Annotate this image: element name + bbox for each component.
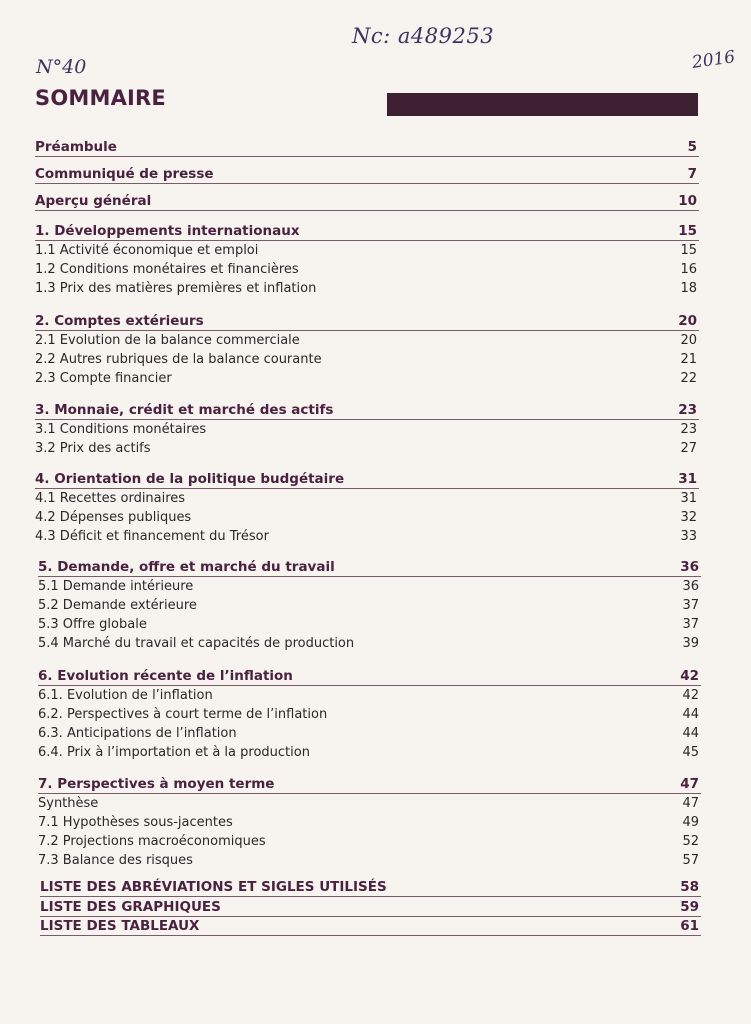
section-2-item[interactable] [35,350,699,370]
section-4-title[interactable] [35,469,699,489]
section-3-title-page: 23 [678,402,697,418]
section-5-item[interactable] [38,577,701,597]
list-entry-1[interactable] [40,877,701,897]
section-4-item-page: 32 [680,510,697,525]
section-6-title[interactable] [38,666,701,686]
section-4-item-page: 31 [680,491,697,506]
section-2-item-page: 22 [680,371,697,386]
section-6-title-page: 42 [680,668,699,684]
divider [35,156,699,157]
section-7-item-label: 7.2 Projections macroéconomiques [38,834,266,849]
section-7-item-page: 47 [682,796,699,811]
section-4-item-label: 4.2 Dépenses publiques [35,510,192,525]
section-6-item-page: 45 [682,745,699,760]
section-1-item-page: 15 [680,243,697,258]
section-6-item-page: 44 [682,726,699,741]
section-1-title[interactable] [35,221,699,241]
section-5-item-label: 5.1 Demande intérieure [38,579,194,594]
section-2-item-page: 20 [680,333,697,348]
section-3-item-label: 3.2 Prix des actifs [35,441,151,456]
list-entry-2-page: 59 [680,899,699,915]
section-2-item[interactable] [35,331,699,351]
toc-entry-3[interactable] [35,191,699,211]
section-1-item-page: 18 [680,281,697,296]
section-6-item[interactable] [38,705,701,725]
section-1-item-label: 1.2 Conditions monétaires et financières [35,262,299,277]
section-3-title-label: 3. Monnaie, crédit et marché des actifs [35,402,334,418]
toc-entry-1[interactable] [35,137,699,157]
section-5-title[interactable] [38,557,701,577]
section-7-item[interactable] [38,832,701,852]
section-5-item-page: 36 [682,579,699,594]
section-1-item[interactable] [35,241,699,261]
section-7-item-label: 7.3 Balance des risques [38,853,193,868]
section-5-item-page: 37 [682,617,699,632]
toc-entry-3-label: Aperçu général [35,193,152,209]
list-entry-3[interactable] [40,916,701,936]
section-3-item[interactable] [35,420,699,440]
section-2-item-page: 21 [680,352,697,367]
section-6-item[interactable] [38,724,701,744]
list-entry-1-page: 58 [680,879,699,895]
section-4-item-label: 4.3 Déficit et financement du Trésor [35,529,269,544]
section-7-item-page: 49 [682,815,699,830]
section-2-item-label: 2.1 Evolution de la balance commerciale [35,333,300,348]
section-7-item[interactable] [38,794,701,814]
section-5-item-label: 5.2 Demande extérieure [38,598,197,613]
section-4-item[interactable] [35,489,699,509]
section-6-item[interactable] [38,743,701,763]
section-6-item-page: 42 [682,688,699,703]
section-7-item-label: Synthèse [38,796,99,811]
section-2-title-label: 2. Comptes extérieurs [35,313,204,329]
handwritten-number: N°40 [36,56,87,78]
section-7-title[interactable] [38,774,701,794]
section-7-item-label: 7.1 Hypothèses sous-jacentes [38,815,233,830]
section-2-item-label: 2.3 Compte financier [35,371,172,386]
section-2-title-page: 20 [678,313,697,329]
section-4-item[interactable] [35,527,699,547]
toc-entry-2-page: 7 [687,166,697,182]
section-4-title-label: 4. Orientation de la politique budgétaire [35,471,345,487]
toc-entry-2[interactable] [35,164,699,184]
section-2-title[interactable] [35,311,699,331]
divider [35,210,699,211]
section-7-item-page: 57 [682,853,699,868]
section-7-item[interactable] [38,813,701,833]
toc-entry-1-page: 5 [687,139,697,155]
divider [35,183,699,184]
toc-entry-2-label: Communiqué de presse [35,166,214,182]
section-3-item[interactable] [35,439,699,459]
section-1-item-page: 16 [680,262,697,277]
section-5-title-label: 5. Demande, offre et marché du travail [38,559,335,575]
toc-entry-1-label: Préambule [35,139,117,155]
section-3-item-page: 27 [680,441,697,456]
section-7-title-label: 7. Perspectives à moyen terme [38,776,275,792]
section-4-item[interactable] [35,508,699,528]
divider [40,935,701,936]
section-4-item-label: 4.1 Recettes ordinaires [35,491,186,506]
list-entry-2-label: LISTE DES GRAPHIQUES [40,899,221,915]
section-4-item-page: 33 [680,529,697,544]
section-5-item[interactable] [38,596,701,616]
section-5-item-label: 5.3 Offre globale [38,617,147,632]
list-entry-2[interactable] [40,897,701,917]
section-4-title-page: 31 [678,471,697,487]
section-3-item-label: 3.1 Conditions monétaires [35,422,207,437]
section-7-title-page: 47 [680,776,699,792]
list-entry-3-label: LISTE DES TABLEAUX [40,918,200,934]
title-decor-bar [387,93,698,116]
section-5-item[interactable] [38,634,701,654]
section-5-item-page: 37 [682,598,699,613]
section-1-title-page: 15 [678,223,697,239]
section-3-item-page: 23 [680,422,697,437]
section-6-item-label: 6.2. Perspectives à court terme de l’inflation [38,707,328,722]
section-6-item-label: 6.3. Anticipations de l’inflation [38,726,237,741]
section-1-item[interactable] [35,279,699,299]
page-title: SOMMAIRE [35,86,166,110]
section-6-title-label: 6. Evolution récente de l’inflation [38,668,293,684]
section-5-item-page: 39 [682,636,699,651]
section-2-item[interactable] [35,369,699,389]
list-entry-1-label: LISTE DES ABRÉVIATIONS ET SIGLES UTILISÉS [40,879,387,895]
handwritten-reference: Nc: a489253 [352,24,495,48]
section-1-item[interactable] [35,260,699,280]
toc-entry-3-page: 10 [678,193,697,209]
section-1-item-label: 1.3 Prix des matières premières et inflation [35,281,317,296]
section-3-title[interactable] [35,400,699,420]
section-5-item[interactable] [38,615,701,635]
section-1-item-label: 1.1 Activité économique et emploi [35,243,259,258]
section-2-item-label: 2.2 Autres rubriques de la balance courante [35,352,322,367]
section-6-item-label: 6.4. Prix à l’importation et à la production [38,745,310,760]
section-5-title-page: 36 [680,559,699,575]
section-6-item-page: 44 [682,707,699,722]
section-6-item-label: 6.1. Evolution de l’inflation [38,688,213,703]
section-1-title-label: 1. Développements internationaux [35,223,300,239]
list-entry-3-page: 61 [680,918,699,934]
handwritten-year: 2016 [690,47,737,73]
section-5-item-label: 5.4 Marché du travail et capacités de production [38,636,355,651]
section-7-item-page: 52 [682,834,699,849]
section-6-item[interactable] [38,686,701,706]
section-7-item[interactable] [38,851,701,871]
